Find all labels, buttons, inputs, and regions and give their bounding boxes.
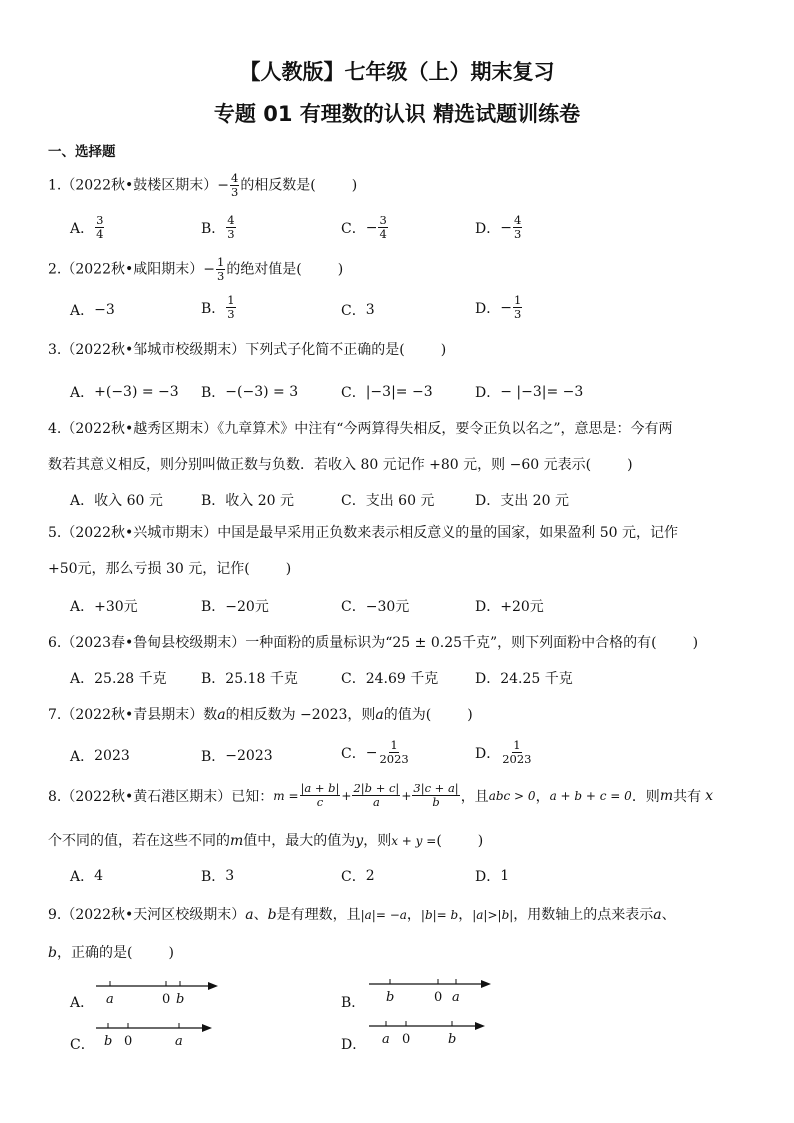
question-3: 3.（2022秋•邹城市校级期末）下列式子化简不正确的是( ) bbox=[48, 342, 447, 358]
q9-option-b-number-line[interactable] bbox=[369, 978, 495, 1012]
point-b-label: b bbox=[104, 1034, 113, 1049]
question-5-line-2: +50元，那么亏损 30 元，记作( ) bbox=[48, 561, 292, 577]
zero-label: 0 bbox=[124, 1034, 133, 1049]
q9-option-a-label[interactable]: A． bbox=[70, 995, 95, 1011]
q9-option-d-label[interactable]: D． bbox=[341, 1037, 367, 1053]
page-title: 【人教版】七年级（上）期末复习 bbox=[239, 60, 555, 84]
q2-option-c[interactable]: C． 3 bbox=[341, 302, 375, 319]
point-a-label: a bbox=[452, 990, 460, 1005]
q2-option-d[interactable]: D． − $\frac{1}{3}$ bbox=[475, 293, 522, 321]
q7-option-d[interactable]: D． $\frac{1}{2023}$ bbox=[475, 738, 532, 766]
number-line-axis bbox=[96, 980, 220, 994]
zero-label: 0 bbox=[434, 990, 443, 1005]
q1-option-a[interactable]: A． $\frac{3}{4}$ bbox=[70, 213, 104, 241]
q8-option-c[interactable]: C． 2 bbox=[341, 868, 375, 885]
q4-option-a[interactable]: A． 收入 60 元 bbox=[70, 493, 163, 509]
q9-option-a-number-line[interactable] bbox=[96, 980, 220, 1014]
question-1: 1.（2022秋•鼓楼区期末）− $\frac{4}{3}$ 的相反数是( ) bbox=[48, 171, 358, 199]
q5-option-b[interactable]: B． −20元 bbox=[201, 599, 269, 615]
question-5-line-1: 5.（2022秋•兴城市期末）中国是最早采用正负数来表示相反意义的量的国家，如果盈利 50 元，记作 bbox=[48, 525, 678, 541]
q6-option-c[interactable]: C． 24.69 千克 bbox=[341, 671, 439, 687]
point-a-label: a bbox=[106, 992, 114, 1007]
q6-option-a[interactable]: A． 25.28 千克 bbox=[70, 671, 167, 687]
question-4-line-1: 4.（2022秋•越秀区期末）《九章算术》中注有“今两算得失相反，要令正负以名之”，意思是：今有两 bbox=[48, 421, 673, 437]
q9-option-c-number-line[interactable] bbox=[96, 1022, 214, 1056]
point-a-label: a bbox=[382, 1032, 390, 1047]
question-2: 2.（2022秋•咸阳期末）− $\frac{1}{3}$ 的绝对值是( ) bbox=[48, 255, 344, 283]
question-8-line-1: 8.（2022秋•黄石港区期末）已知： m = $\frac{|a + b|}{c}$ + $\frac{2|b + c|}{a}$ + $\frac{3|c + a|}{b}$ ，且 abc > 0 ， a + b + c = 0 ．则 m 共有 x bbox=[48, 781, 713, 809]
question-9-line-1: 9.（2022秋•天河区校级期末）a、b是有理数，且|a|= −a，|b|= b，|a|>|b|，用数轴上的点来表示a、 bbox=[48, 907, 676, 923]
q3-option-d[interactable]: D． − |−3|= −3 bbox=[475, 384, 584, 401]
q2-option-b[interactable]: B． $\frac{1}{3}$ bbox=[201, 293, 235, 321]
q3-option-a[interactable]: A． +(−3) = −3 bbox=[70, 384, 179, 401]
fraction: $\frac{4}{3}$ bbox=[230, 171, 239, 199]
number-line-axis bbox=[96, 1022, 214, 1036]
q3-option-c[interactable]: C． |−3|= −3 bbox=[341, 384, 433, 401]
q1-option-d[interactable]: D． − $\frac{4}{3}$ bbox=[475, 213, 522, 241]
q4-option-b[interactable]: B． 收入 20 元 bbox=[201, 493, 295, 509]
question-1-prefix: 1.（2022秋•鼓楼区期末） bbox=[48, 177, 218, 194]
point-b-label: b bbox=[386, 990, 395, 1005]
point-b-label: b bbox=[448, 1032, 457, 1047]
q5-option-c[interactable]: C． −30元 bbox=[341, 599, 410, 615]
q8-option-a[interactable]: A． 4 bbox=[70, 868, 104, 885]
q6-option-d[interactable]: D． 24.25 千克 bbox=[475, 671, 573, 687]
q3-option-b[interactable]: B． −(−3) = 3 bbox=[201, 384, 299, 401]
q8-option-b[interactable]: B． 3 bbox=[201, 868, 235, 885]
q4-option-c[interactable]: C． 支出 60 元 bbox=[341, 493, 435, 509]
question-8-line-2: 个不同的值，若在这些不同的m值中，最大的值为y，则x + y =( ) bbox=[48, 833, 484, 849]
q1-option-c[interactable]: C． − $\frac{3}{4}$ bbox=[341, 213, 387, 241]
point-b-label: b bbox=[176, 992, 185, 1007]
point-a-label: a bbox=[175, 1034, 183, 1049]
q2-option-a[interactable]: A． −3 bbox=[70, 302, 115, 319]
q4-option-d[interactable]: D． 支出 20 元 bbox=[475, 493, 569, 509]
zero-label: 0 bbox=[402, 1032, 411, 1047]
q8-option-d[interactable]: D． 1 bbox=[475, 868, 510, 885]
question-4-line-2: 数若其意义相反，则分别叫做正数与负数．若收入 80 元记作 +80 元，则 −60 元表示( ) bbox=[48, 457, 633, 473]
q7-option-b[interactable]: B． −2023 bbox=[201, 748, 273, 765]
question-7: 7.（2022秋•青县期末）数a的相反数为 −2023，则a的值为( ) bbox=[48, 707, 473, 723]
question-9-line-2: b，正确的是( ) bbox=[48, 945, 174, 961]
section-heading: 一、选择题 bbox=[48, 144, 116, 160]
page-subtitle: 专题 01 有理数的认识 精选试题训练卷 bbox=[213, 102, 581, 126]
q5-option-d[interactable]: D． +20元 bbox=[475, 599, 544, 615]
q9-option-d-number-line[interactable] bbox=[369, 1020, 487, 1054]
zero-label: 0 bbox=[162, 992, 171, 1007]
q9-option-c-label[interactable]: C． bbox=[70, 1037, 95, 1053]
q5-option-a[interactable]: A． +30元 bbox=[70, 599, 138, 615]
q6-option-b[interactable]: B． 25.18 千克 bbox=[201, 671, 298, 687]
q9-option-b-label[interactable]: B． bbox=[341, 995, 366, 1011]
question-6: 6.（2023春•鲁甸县校级期末）一种面粉的质量标识为“25 ± 0.25千克”，则下列面粉中合格的有( ) bbox=[48, 635, 699, 651]
q7-option-a[interactable]: A． 2023 bbox=[70, 748, 130, 765]
q1-option-b[interactable]: B． $\frac{4}{3}$ bbox=[201, 213, 235, 241]
q7-option-c[interactable]: C． − $\frac{1}{2023}$ bbox=[341, 738, 409, 766]
